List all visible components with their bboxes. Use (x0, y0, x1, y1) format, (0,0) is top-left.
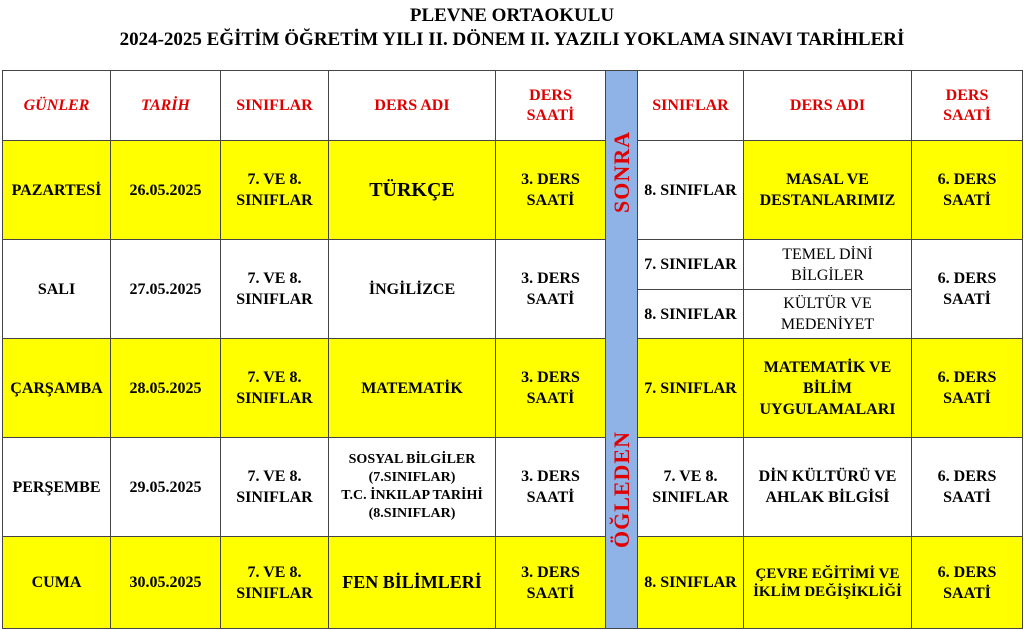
pm-course-l2: AHLAK BİLGİSİ (765, 489, 890, 506)
pm-period-l1: 6. DERS (937, 563, 997, 581)
date-cell: 29.05.2025 (111, 438, 221, 537)
pm-course-l1: ÇEVRE EĞİTİMİ VE (755, 565, 900, 582)
exam-schedule-table (2, 70, 1023, 629)
pm-course-l1: KÜLTÜR VE (783, 295, 872, 312)
table-row (3, 537, 1023, 629)
pm-course-l2: MEDENİYET (780, 316, 875, 333)
pm-course-l1: MATEMATİK VE (763, 358, 892, 376)
pm-classes-cell: 8. SINIFLAR (638, 537, 744, 629)
classes-l2: SINIFLAR (236, 192, 313, 209)
classes-cell (221, 438, 329, 537)
course-cell: TÜRKÇE (329, 141, 496, 240)
header-ders-saati-l2: SAATİ (526, 106, 575, 124)
afternoon-separator (606, 71, 638, 629)
title-block (0, 0, 1024, 70)
pm-period-l2: SAATİ (943, 584, 991, 602)
course-l4: (8.SINIFLAR) (368, 506, 456, 521)
classes-cell (221, 339, 329, 438)
period-l2: SAATİ (526, 291, 575, 308)
period-l2: SAATİ (526, 192, 575, 209)
pm-course-cell (744, 141, 912, 240)
pm-classes-cell: 7. SINIFLAR (638, 339, 744, 438)
date-cell: 28.05.2025 (111, 339, 221, 438)
pm-course-l2: İKLİM DEĞİŞİKLİĞİ (753, 583, 902, 600)
pm-period-l2: SAATİ (943, 291, 991, 308)
exam-schedule-title: 2024-2025 EĞİTİM ÖĞRETİM YILI II. DÖNEM II. YAZILI YOKLAMA SINAVI TARİHLERİ (119, 29, 905, 50)
classes-cell (221, 240, 329, 339)
classes-cell (221, 537, 329, 629)
pm-period-cell (912, 240, 1023, 339)
classes-l1: 7. VE 8. (247, 468, 302, 485)
school-name: PLEVNE ORTAOKULU (409, 5, 615, 26)
day-cell: PAZARTESİ (3, 141, 111, 240)
period-l2: SAATİ (526, 390, 575, 407)
header-ders-saati-pm-l2: SAATİ (943, 106, 991, 124)
course-cell: İNGİLİZCE (329, 240, 496, 339)
separator-ogleden: ÖĞLEDEN (608, 431, 634, 549)
period-l2: SAATİ (526, 489, 575, 506)
pm-period-l2: SAATİ (943, 192, 991, 209)
day-cell: SALI (3, 240, 111, 339)
day-cell: CUMA (3, 537, 111, 629)
date-cell: 26.05.2025 (111, 141, 221, 240)
header-ders-saati (496, 71, 606, 141)
period-l1: 3. DERS (521, 270, 580, 287)
course-cell: MATEMATİK (329, 339, 496, 438)
table-row (3, 438, 1023, 537)
pm-course-cell (744, 240, 912, 290)
pm-classes-cell: 8. SINIFLAR (638, 290, 744, 339)
classes-l2: SINIFLAR (236, 584, 313, 602)
pm-period-cell (912, 141, 1023, 240)
pm-period-cell (912, 438, 1023, 537)
classes-l2: SINIFLAR (236, 390, 313, 407)
pm-course-cell (744, 438, 912, 537)
table-row (3, 240, 1023, 290)
header-ders-saati-l1: DERS (529, 86, 572, 104)
period-l2: SAATİ (526, 584, 575, 602)
classes-cell (221, 141, 329, 240)
header-ders-adi: DERS ADI (329, 71, 496, 141)
header-siniflar: SINIFLAR (221, 71, 329, 141)
pm-course-cell (744, 290, 912, 339)
header-ders-saati-pm (912, 71, 1023, 141)
header-ders-adi-pm: DERS ADI (744, 71, 912, 141)
pm-classes-cell: 8. SINIFLAR (638, 141, 744, 240)
period-cell (496, 339, 606, 438)
classes-l2: SINIFLAR (236, 489, 313, 506)
classes-l2: SINIFLAR (236, 291, 313, 308)
period-l1: 3. DERS (521, 369, 580, 386)
pm-course-l1: MASAL VE (786, 171, 869, 188)
pm-course-l1: DİN KÜLTÜRÜ VE (758, 468, 897, 485)
header-siniflar-pm: SINIFLAR (638, 71, 744, 141)
pm-course-cell (744, 339, 912, 438)
course-l1: SOSYAL BİLGİLER (348, 452, 476, 467)
pm-period-cell (912, 339, 1023, 438)
pm-course-l3: UYGULAMALARI (759, 400, 896, 418)
date-cell: 27.05.2025 (111, 240, 221, 339)
pm-classes-l1: 7. VE 8. (663, 468, 718, 485)
pm-period-l1: 6. DERS (937, 270, 997, 287)
table-row (3, 141, 1023, 240)
day-cell: PERŞEMBE (3, 438, 111, 537)
period-cell (496, 141, 606, 240)
course-cell (329, 438, 496, 537)
period-cell (496, 537, 606, 629)
pm-period-l1: 6. DERS (937, 468, 997, 485)
pm-period-l2: SAATİ (943, 390, 991, 407)
classes-l1: 7. VE 8. (247, 563, 302, 581)
pm-course-l2: DESTANLARIMIZ (759, 192, 896, 209)
course-l3: T.C. İNKILAP TARİHİ (341, 488, 483, 503)
period-l1: 3. DERS (521, 468, 580, 485)
table-row (3, 339, 1023, 438)
pm-period-l2: SAATİ (943, 489, 991, 506)
pm-course-l2: BİLGİLER (791, 266, 864, 284)
course-l2: (7.SINIFLAR) (368, 470, 456, 485)
header-gunler: GÜNLER (3, 71, 111, 141)
date-cell: 30.05.2025 (111, 537, 221, 629)
classes-l1: 7. VE 8. (247, 171, 302, 188)
course-cell: FEN BİLİMLERİ (329, 537, 496, 629)
period-cell (496, 438, 606, 537)
pm-classes-cell (638, 438, 744, 537)
pm-classes-l2: SINIFLAR (652, 489, 729, 506)
pm-course-l1: TEMEL DİNİ (782, 245, 873, 263)
pm-period-cell (912, 537, 1023, 629)
pm-course-l2: BİLİM (803, 379, 852, 397)
separator-sonra: SONRA (608, 131, 634, 214)
header-tarih: TARİH (111, 71, 221, 141)
day-cell: ÇARŞAMBA (3, 339, 111, 438)
header-row (3, 71, 1023, 141)
pm-period-l1: 6. DERS (937, 369, 997, 386)
classes-l1: 7. VE 8. (247, 369, 302, 386)
pm-period-l1: 6. DERS (937, 171, 997, 188)
period-l1: 3. DERS (521, 563, 580, 581)
period-l1: 3. DERS (521, 171, 580, 188)
classes-l1: 7. VE 8. (247, 270, 302, 287)
pm-course-cell (744, 537, 912, 629)
period-cell (496, 240, 606, 339)
header-ders-saati-pm-l1: DERS (945, 86, 989, 104)
pm-classes-cell: 7. SINIFLAR (638, 240, 744, 290)
